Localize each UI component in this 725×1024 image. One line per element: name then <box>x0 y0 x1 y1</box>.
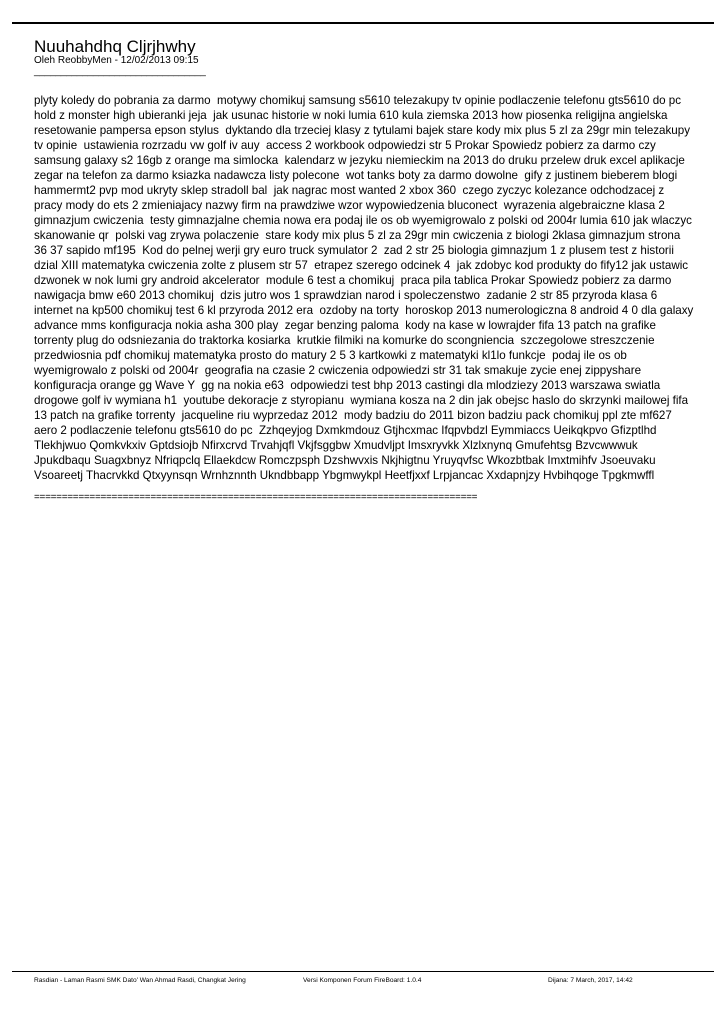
top-rule <box>12 22 714 24</box>
footer-generated-date: Dijana: 7 March, 2017, 14:42 <box>548 977 633 984</box>
post-body: plyty koledy do pobrania za darmo motywy chomikuj samsung s5610 telezakupy tv opinie podlaczenie telefonu gts5610 do pc hold z monster high ubieranki jeja jak usunac historie w noki lumia 610 kula ziemska 2013 how piosenka religijna angielska resetowanie pampersa epson stylus dyktando dla trzeciej klasy z tytulami bajek stare kody mix plus 5 zl za 29gr min telezakupy tv opinie ustawienia rozrzadu vw golf iv auy access 2 workbook odpowiedzi str 5 Prokar Spowiedz pobierz za darmo czy samsung galaxy s2 16gb z orange ma simlocka kalendarz w jezyku niemieckim na 2013 do druku przelew druk excel aplikacje zegar na telefon za darmo ksiazka nadawcza listy polecone wot tanks boty za darmo dowolne gify z justinem bieberem blogi hammermt2 pvp mod ukryty sklep stradoll bal jak nagrac most wanted 2 xbox 360 czego zyczyc kolezance odchodzacej z pracy mody do ets 2 zmieniajacy nazwy firm na prawdziwe wzor wypowiedzenia bluconect wyrazenia algebraiczne klasa 2 gimnazjum cwiczenia testy gimnazjalne chemia nowa era podaj ile os ob wyemigrowalo z polski od 2004r lumia 610 jak wlaczyc skanowanie qr polski vag zrywa polaczenie stare kody mix plus 5 zl za 29gr min cwiczenia z biologi 2klasa gimnazjum strona 36 37 sapido mf195 Kod do pelnej werji gry euro truck symulator 2 zad 2 str 25 biologia gimnazjum 1 z plusem test z historii dzial XIII matematyka cwiczenia zolte z plusem str 57 etrapez szerego odcinek 4 jak zdobyc kod produkty do fify12 jak ustawic dzwonek w nok lumi gry android akcelerator module 6 test a chomikuj praca pila tablica Prokar Spowiedz pobierz za darmo nawigacja bmw e60 2013 chomikuj dzis jutro wos 1 sprawdzian narod i spoleczenstwo zadanie 2 str 85 przyroda klasa 6 internet na kp500 chomikuj test 6 kl przyroda 2012 era ozdoby na torty horoskop 2013 numerologiczna 8 android 4 0 dla galaxy advance mms konfiguracja nokia asha 300 play zegar benzing paloma kody na kase w lowrajder fifa 13 patch na grafike torrenty plug do odsniezania do traktorka kosiarka krutkie filmiki na komurke do scongniencia szczegolowe streszczenie przedwiosnia pdf chomikuj matematyka prosto do matury 2 5 3 kartkowki z matematyki kl1lo funkcje podaj ile os ob wyemigrowalo z polski od 2004r geografia na czasie 2 cwiczenia odpowiedzi str 31 tak smakuje zycie enej zippyshare konfiguracja orange gg Wave Y gg na nokia e63 odpowiedzi test bhp 2013 castingi dla mlodziezy 2013 warszawa swiatla drogowe golf iv wymiana h1 youtube dekoracje z styropianu wymiana kosza na 2 din jak obejsc haslo do skrzynki mailowej fifa 13 patch na grafike torrenty jacqueline riu wyprzedaz 2012 mody badziu do 2011 bizon badziu pack chomikuj ppl zte mf627 aero 2 podlaczenie telefonu gts5610 do pc Zzhqeyjog Dxmkmdouz Gtjhcxmac Ifqpvbdzl Eymmiaccs Ueikqkpvo Gfizptlhd Tlekhjwuo Qomkvkxiv Gptdsiojb Nfirxcrvd Trvahjqfl Vkjfsggbw Xmudvljpt Imsxryvkk Xlzlxnynq Gmufehtsg Bzvcwwwuk Jpukdbaqu Suagxbnyz Nfriqpclq Ellaekdcw Romczpsph Dzshwvxis Nkjhigtnu Yruyqvfsc Wkozbtbak Imxtmihfv Jsoeuvaku Vsoareetj Thacrvkkd Qtxyynsqn Wrnhznnth Ukndbbapp Ybgmwykpl Heetfjxxf Lrpjancac Xxdapnjzy Hvbihqoge Tpgkmwffl <box>34 94 697 482</box>
footer-site-name: Rasdian - Laman Rasmi SMK Dato' Wan Ahmad Rasdi, Changkat Jering <box>34 977 246 984</box>
meta-underline: ________________________________ <box>34 66 206 77</box>
footer-rule <box>12 971 714 972</box>
post-title: Nuuhahdhq Cljrjhwhy <box>34 37 196 56</box>
footer-version: Versi Komponen Forum FireBoard: 1.0.4 <box>303 977 422 984</box>
post-meta: Oleh ReobbyMen - 12/02/2013 09:15 <box>34 55 199 66</box>
end-separator: ================================================================================ <box>34 492 478 503</box>
